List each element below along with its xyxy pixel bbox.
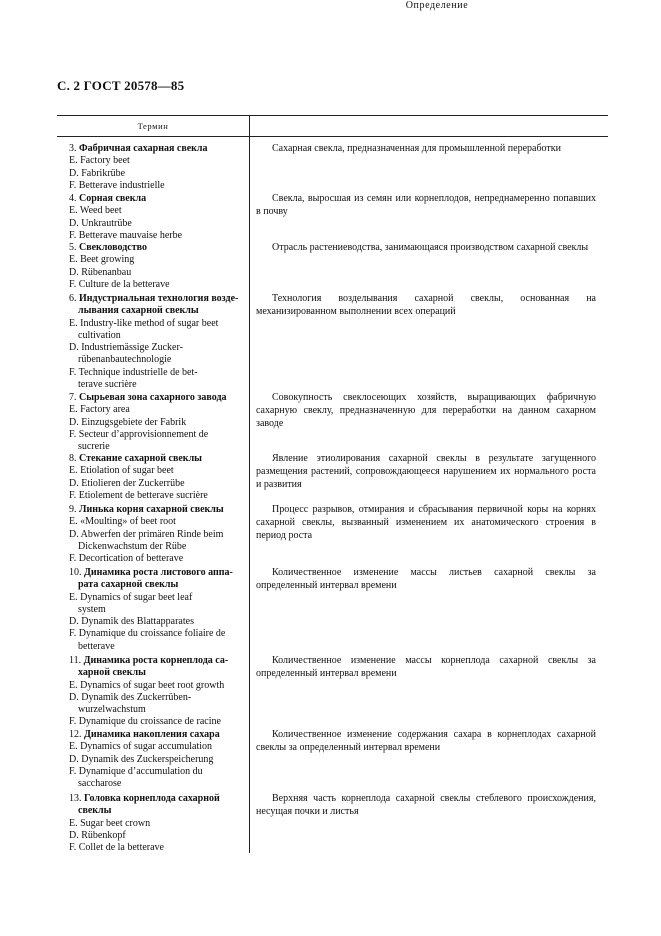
term-name: 12. Динамика накопления сахара xyxy=(69,729,220,740)
term-line: E. Beet growing xyxy=(69,254,135,266)
term-line: харной свеклы xyxy=(78,667,146,679)
term-line: F. Betterave mauvaise herbe xyxy=(69,229,183,241)
definition-cell: Совокупность свеклосеющих хозяйств, выращивающих фабричную сахарную свеклу, предназначенную для переработки на данном сахарном заводе xyxy=(256,392,596,429)
term-line: E. Dynamics of sugar beet root growth xyxy=(69,679,225,691)
column-header-term: Термин xyxy=(137,121,169,131)
term-cell xyxy=(69,193,247,242)
term-line: saccharose xyxy=(78,778,122,790)
term-line: лывания сахарной свеклы xyxy=(78,305,199,317)
term-line: D. Fabrikrübe xyxy=(69,167,126,179)
term-name: 5. Свекловодство xyxy=(69,242,147,253)
term-line: D. Industriemässige Zucker- xyxy=(69,342,183,354)
term-line: D. Rübenkopf xyxy=(69,829,126,841)
term-cell xyxy=(69,293,247,391)
definition-cell: Технология возделывания сахарной свеклы, основанная на механизированном выполнении всех операций xyxy=(256,293,596,317)
term-line: E. Factory area xyxy=(69,404,130,416)
term-line: E. Industry-like method of sugar beet xyxy=(69,317,219,329)
term-line: D. Dynamik des Zuckerspeicherung xyxy=(69,753,214,765)
term-line: F. Secteur d’approvisionnement de xyxy=(69,428,209,440)
term-line: F. Technique industrielle de bet- xyxy=(69,366,198,378)
term-line: F. Decortication of betterave xyxy=(69,553,184,565)
term-cell xyxy=(69,392,247,453)
definition-cell: Процесс разрывов, отмирания и сбрасывания первичной коры на корнях сахарной свеклы, вызванный изменением их анатомического строения в период роста xyxy=(256,504,596,541)
term-line: cultivation xyxy=(78,329,121,341)
term-line: F. Etiolement de betterave sucrière xyxy=(69,489,208,501)
term-line: terave sucrière xyxy=(78,379,137,391)
term-name: 9. Линька корня сахарной свеклы xyxy=(69,504,224,515)
term-name: 11. Динамика роста корнеплода са- xyxy=(69,655,229,666)
term-line: F. Culture de la betterave xyxy=(69,278,170,290)
definition-cell: Сахарная свекла, предназначенная для промышленной переработки xyxy=(272,143,561,154)
term-line: E. Sugar beet crown xyxy=(69,817,151,829)
term-line: свеклы xyxy=(78,805,112,817)
definition-cell: Отрасль растениеводства, занимающаяся производством сахарной свеклы xyxy=(272,242,589,253)
term-cell xyxy=(69,567,247,653)
term-line: Dickenwachstum der Rübe xyxy=(78,540,187,552)
term-cell xyxy=(69,504,247,565)
term-line: E. «Moulting» of beet root xyxy=(69,516,176,528)
term-name: 13. Головка корнеплода сахарной xyxy=(69,793,220,804)
term-cell xyxy=(69,729,247,790)
term-cell xyxy=(69,242,247,291)
term-line: E. Dynamics of sugar beet leaf xyxy=(69,591,193,603)
definition-cell: Верхняя часть корнеплода сахарной свеклы стеблевого происхождения, несущая почки и листья xyxy=(256,793,596,817)
term-line: E. Weed beet xyxy=(69,205,122,217)
term-line: betterave xyxy=(78,640,115,652)
term-line: wurzelwachstum xyxy=(78,704,146,716)
term-line: E. Etiolation of sugar beet xyxy=(69,465,174,477)
term-cell xyxy=(69,143,247,192)
definition-cell: Количественное изменение массы листьев сахарной свеклы за определенный интервал времени xyxy=(256,567,596,591)
term-line: рата сахарной свеклы xyxy=(78,579,179,591)
term-line: F. Dynamique d’accumulation du xyxy=(69,765,203,777)
term-name: 4. Сорная свекла xyxy=(69,193,147,204)
term-line: D. Dynamik des Blattapparates xyxy=(69,616,194,628)
term-line: F. Dynamique du croissance de racine xyxy=(69,716,221,728)
term-line: sucrerie xyxy=(78,441,110,453)
term-line: D. Unkrautrübe xyxy=(69,217,132,229)
table-header-rule xyxy=(57,136,608,137)
column-header-definition: Определение xyxy=(405,0,469,11)
term-line: F. Dynamique du croissance foliaire de xyxy=(69,628,226,640)
term-cell xyxy=(69,793,247,854)
term-line: F. Collet de la betterave xyxy=(69,842,164,854)
definition-cell: Явление этиолирования сахарной свеклы в результате загущенного размещения растений, сопровождающееся нарушением их нормального роста и развития xyxy=(256,453,596,490)
definition-cell: Количественное изменение содержания сахара в корнеплодах сахарной свеклы за определенный интервал времени xyxy=(256,729,596,753)
column-divider xyxy=(249,115,250,853)
term-line: system xyxy=(78,603,106,615)
term-line: F. Betterave industrielle xyxy=(69,179,165,191)
page-header: С. 2 ГОСТ 20578—85 xyxy=(57,78,185,93)
term-line: E. Factory beet xyxy=(69,155,130,167)
term-line: D. Rübenanbau xyxy=(69,266,132,278)
definition-cell: Свекла, выросшая из семян или корнеплодов, непреднамеренно попавших в почву xyxy=(256,193,596,217)
term-line: D. Etiolieren der Zuckerrübe xyxy=(69,477,185,489)
term-name: 6. Индустриальная технология возде- xyxy=(69,293,239,304)
term-line: D. Dynamik des Zuckerrüben- xyxy=(69,691,192,703)
term-line: D. Einzugsgebiete der Fabrik xyxy=(69,416,187,428)
term-name: 8. Стекание сахарной свеклы xyxy=(69,453,202,464)
term-line: E. Dynamics of sugar accumulation xyxy=(69,741,213,753)
term-name: 7. Сырьевая зона сахарного завода xyxy=(69,392,227,403)
definition-cell: Количественное изменение массы корнеплода сахарной свеклы за определенный интервал времени xyxy=(256,655,596,679)
term-cell xyxy=(69,453,247,502)
term-cell xyxy=(69,655,247,729)
term-name: 10. Динамика роста листового аппа- xyxy=(69,567,233,578)
term-name: 3. Фабричная сахарная свекла xyxy=(69,143,208,154)
table-top-rule xyxy=(57,115,608,116)
term-line: rübenanbautechnologie xyxy=(78,354,172,366)
term-line: D. Abwerfen der primären Rinde beim xyxy=(69,528,224,540)
